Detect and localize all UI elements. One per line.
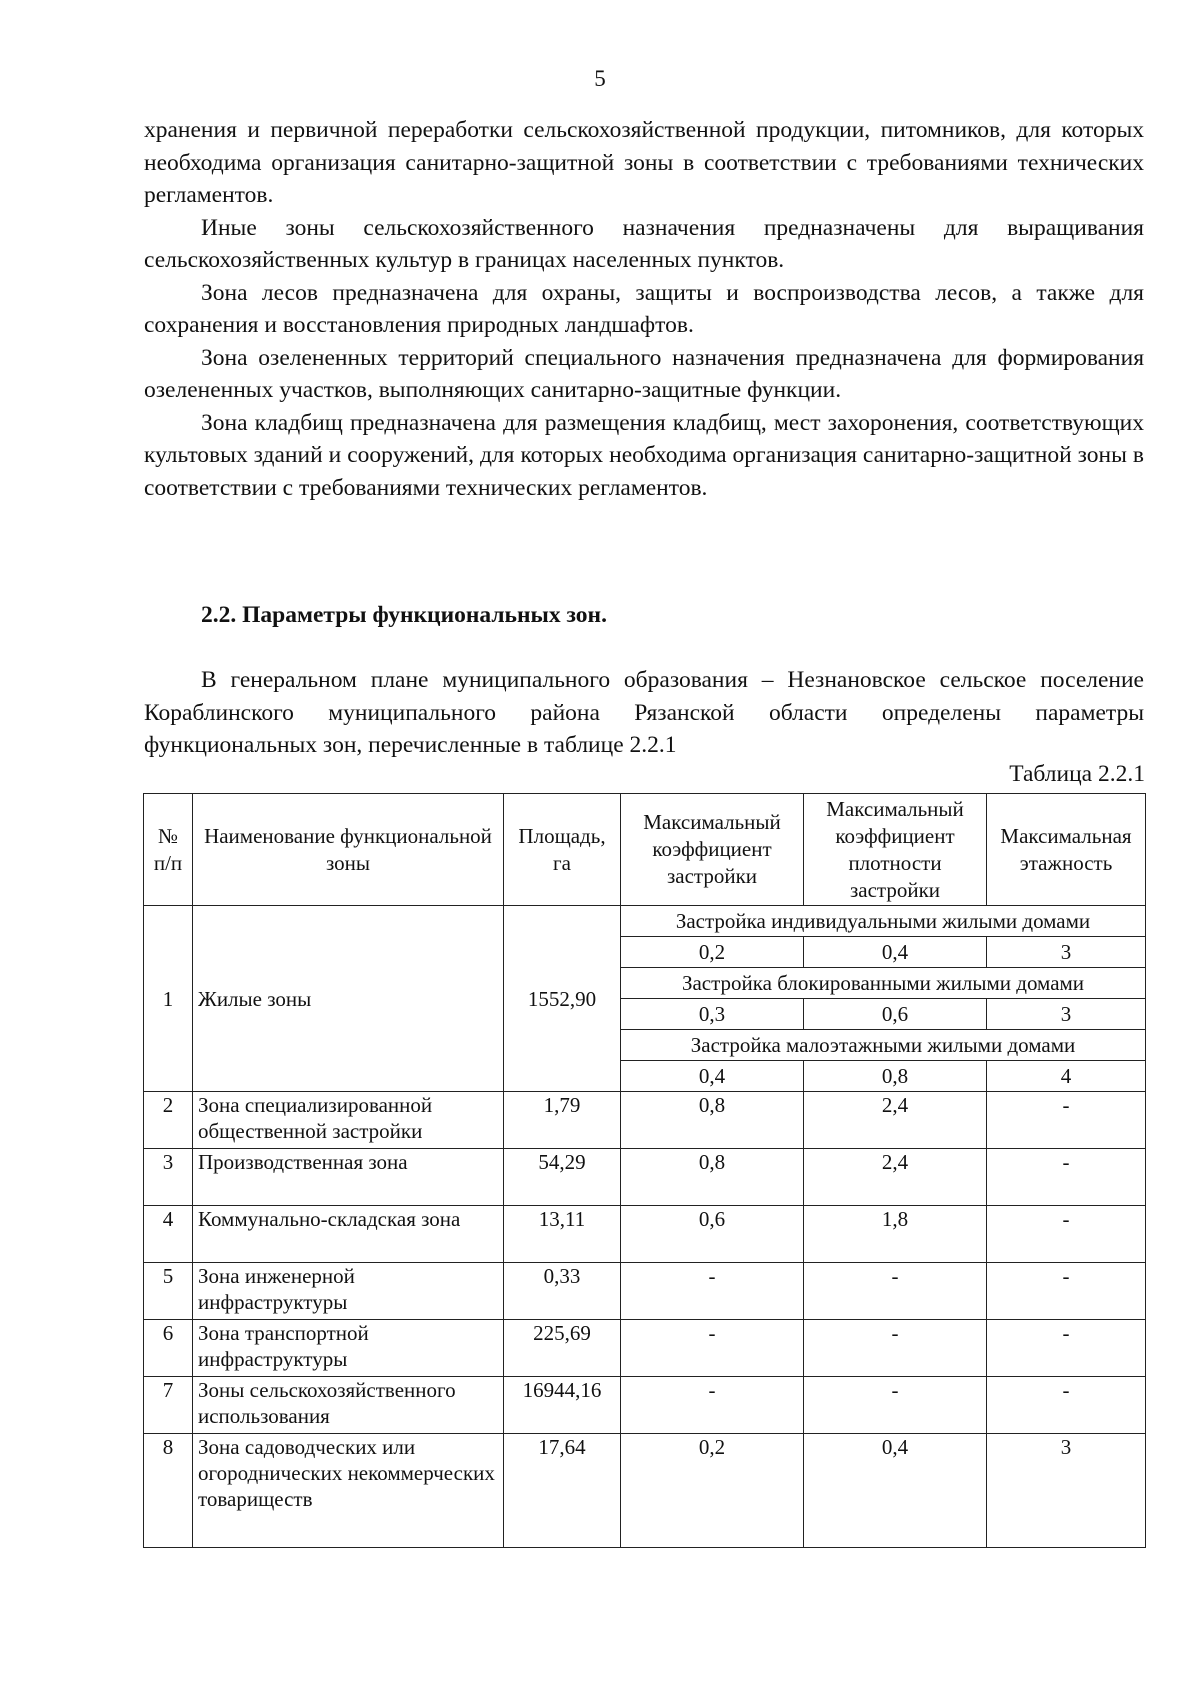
table-row	[144, 1434, 1146, 1548]
cell-floors: -	[987, 1320, 1146, 1377]
cell-name: Зона специализированной общественной застройки	[193, 1092, 504, 1149]
paragraph-other-agri-zones: Иные зоны сельскохозяйственного назначения предназначены для выращивания сельскохозяйственных культур в границах населенных пунктов.	[144, 214, 1144, 273]
cell-floors: -	[987, 1377, 1146, 1434]
cell-area: 54,29	[504, 1149, 621, 1206]
cell-num: 5	[144, 1263, 193, 1320]
zone-parameters-table	[143, 793, 1146, 1548]
cell-floors: -	[987, 1206, 1146, 1263]
table-row	[144, 1206, 1146, 1263]
cell-coef: 0,4	[621, 1061, 804, 1092]
cell-coef: -	[621, 1377, 804, 1434]
cell-num: 2	[144, 1092, 193, 1149]
group-label: Застройка малоэтажными жилыми домами	[621, 1030, 1146, 1061]
cell-density: 2,4	[804, 1149, 987, 1206]
cell-num: 1	[144, 906, 193, 1092]
paragraph-green-zone: Зона озелененных территорий специального назначения предназначена для формирования озелененных участков, выполняющих санитарно-защитные функции.	[144, 344, 1144, 403]
header-floors: Максимальная этажность	[987, 794, 1146, 906]
cell-num: 7	[144, 1377, 193, 1434]
cell-floors: 3	[987, 937, 1146, 968]
page-number: 5	[594, 66, 606, 91]
cell-area: 13,11	[504, 1206, 621, 1263]
table-row	[144, 1263, 1146, 1320]
table-row	[144, 1320, 1146, 1377]
body-text	[144, 114, 1144, 504]
cell-density: -	[804, 1377, 987, 1434]
cell-floors: 4	[987, 1061, 1146, 1092]
cell-coef: -	[621, 1320, 804, 1377]
header-area: Площадь, га	[504, 794, 621, 906]
cell-area: 0,33	[504, 1263, 621, 1320]
paragraph-continuation: хранения и первичной переработки сельскохозяйственной продукции, питомников, для которых необходима организация санитарно-защитной зоны в соответствии с требованиями технических регламентов.	[144, 117, 1144, 208]
group-label: Застройка блокированными жилыми домами	[621, 968, 1146, 999]
paragraph-forest-zone: Зона лесов предназначена для охраны, защиты и воспроизводства лесов, а также для сохранения и восстановления природных ландшафтов.	[144, 279, 1144, 338]
cell-floors: 3	[987, 1434, 1146, 1548]
table-caption: Таблица 2.2.1	[1009, 761, 1145, 787]
paragraph-cemetery-zone: Зона кладбищ предназначена для размещения кладбищ, мест захоронения, соответствующих культовых зданий и сооружений, для которых необходима организация санитарно-защитной зоны в соответствии с требованиями технических регламентов.	[144, 409, 1144, 501]
cell-floors: 3	[987, 999, 1146, 1030]
cell-density: 0,4	[804, 937, 987, 968]
cell-density: 0,6	[804, 999, 987, 1030]
cell-floors: -	[987, 1149, 1146, 1206]
intro-text	[144, 664, 1144, 762]
cell-name: Жилые зоны	[193, 906, 504, 1092]
cell-floors: -	[987, 1092, 1146, 1149]
table-row	[144, 1149, 1146, 1206]
cell-name: Производственная зона	[193, 1149, 504, 1206]
cell-coef: 0,2	[621, 937, 804, 968]
cell-coef: 0,8	[621, 1092, 804, 1149]
cell-coef: 0,8	[621, 1149, 804, 1206]
header-coef: Максимальный коэффициент застройки	[621, 794, 804, 906]
cell-density: -	[804, 1263, 987, 1320]
cell-name: Коммунально-складская зона	[193, 1206, 504, 1263]
cell-num: 6	[144, 1320, 193, 1377]
cell-name: Зона инженерной инфраструктуры	[193, 1263, 504, 1320]
cell-density: -	[804, 1320, 987, 1377]
cell-area: 1552,90	[504, 906, 621, 1092]
table-row	[144, 906, 1146, 937]
cell-area: 225,69	[504, 1320, 621, 1377]
cell-density: 1,8	[804, 1206, 987, 1263]
cell-density: 2,4	[804, 1092, 987, 1149]
cell-density: 0,8	[804, 1061, 987, 1092]
table-row	[144, 1377, 1146, 1434]
cell-num: 4	[144, 1206, 193, 1263]
cell-density: 0,4	[804, 1434, 987, 1548]
cell-area: 1,79	[504, 1092, 621, 1149]
cell-name: Зона транспортной инфраструктуры	[193, 1320, 504, 1377]
table-header-row	[144, 794, 1146, 906]
cell-coef: -	[621, 1263, 804, 1320]
cell-name: Зона садоводческих или огороднических некоммерческих товариществ	[193, 1434, 504, 1548]
cell-area: 16944,16	[504, 1377, 621, 1434]
cell-num: 3	[144, 1149, 193, 1206]
cell-num: 8	[144, 1434, 193, 1548]
cell-floors: -	[987, 1263, 1146, 1320]
cell-coef: 0,2	[621, 1434, 804, 1548]
header-density: Максимальный коэффициент плотности застройки	[804, 794, 987, 906]
group-label: Застройка индивидуальными жилыми домами	[621, 906, 1146, 937]
cell-coef: 0,6	[621, 1206, 804, 1263]
section-heading: 2.2. Параметры функциональных зон.	[201, 602, 607, 628]
cell-coef: 0,3	[621, 999, 804, 1030]
cell-area: 17,64	[504, 1434, 621, 1548]
table-row	[144, 1092, 1146, 1149]
header-name: Наименование функциональной зоны	[193, 794, 504, 906]
header-num: № п/п	[144, 794, 193, 906]
intro-paragraph: В генеральном плане муниципального образования – Незнановское сельское поселение Кораблинского муниципального района Рязанской области определены параметры функциональных зон, перечисленные в таблице 2.2.1	[144, 667, 1144, 758]
cell-name: Зоны сельскохозяйственного использования	[193, 1377, 504, 1434]
